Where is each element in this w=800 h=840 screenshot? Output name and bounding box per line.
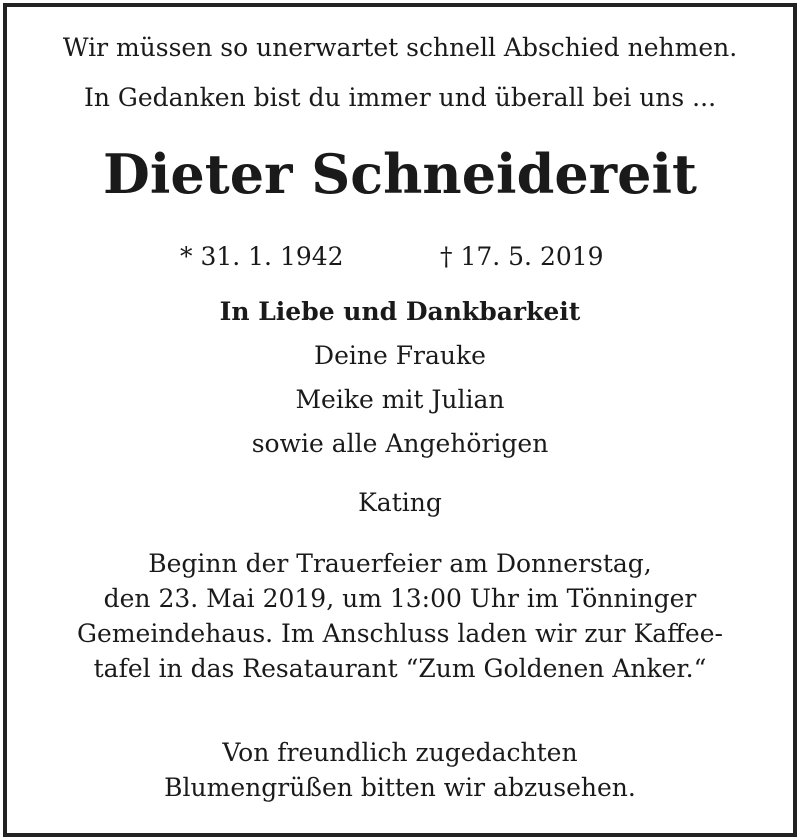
notice-border	[3, 3, 797, 837]
funeral-line-2: den 23. Mai 2019, um 13:00 Uhr im Tönninger	[103, 584, 697, 613]
closing-line-1: Von freundlich zugedachten	[222, 738, 578, 767]
funeral-line-3: Gemeindehaus. Im Anschluss laden wir zur Kaffee-	[77, 619, 723, 648]
mourner-line-2: Meike mit Julian	[295, 385, 505, 414]
closing-note	[0, 735, 800, 805]
birth-date: * 31. 1. 1942	[180, 242, 344, 271]
place-name: Kating	[358, 488, 442, 517]
mourner-line-3: sowie alle Angehörigen	[251, 429, 549, 458]
life-dates	[0, 242, 800, 274]
funeral-line-1: Beginn der Trauerfeier am Donnerstag,	[148, 549, 652, 578]
mourner-line-1: Deine Frauke	[314, 341, 486, 370]
deceased-name: Dieter Schneidereit	[103, 142, 697, 206]
funeral-info	[0, 546, 800, 686]
death-date: † 17. 5. 2019	[440, 242, 604, 271]
funeral-line-4: tafel in das Resataurant “Zum Goldenen Anker.“	[93, 654, 707, 683]
mourners-intro: In Liebe und Dankbarkeit	[219, 297, 581, 326]
header-line-2: In Gedanken bist du immer und überall bei uns ...	[83, 83, 717, 112]
closing-line-2: Blumengrüßen bitten wir abzusehen.	[164, 773, 636, 802]
header-line-1: Wir müssen so unerwartet schnell Abschied nehmen.	[62, 33, 738, 62]
